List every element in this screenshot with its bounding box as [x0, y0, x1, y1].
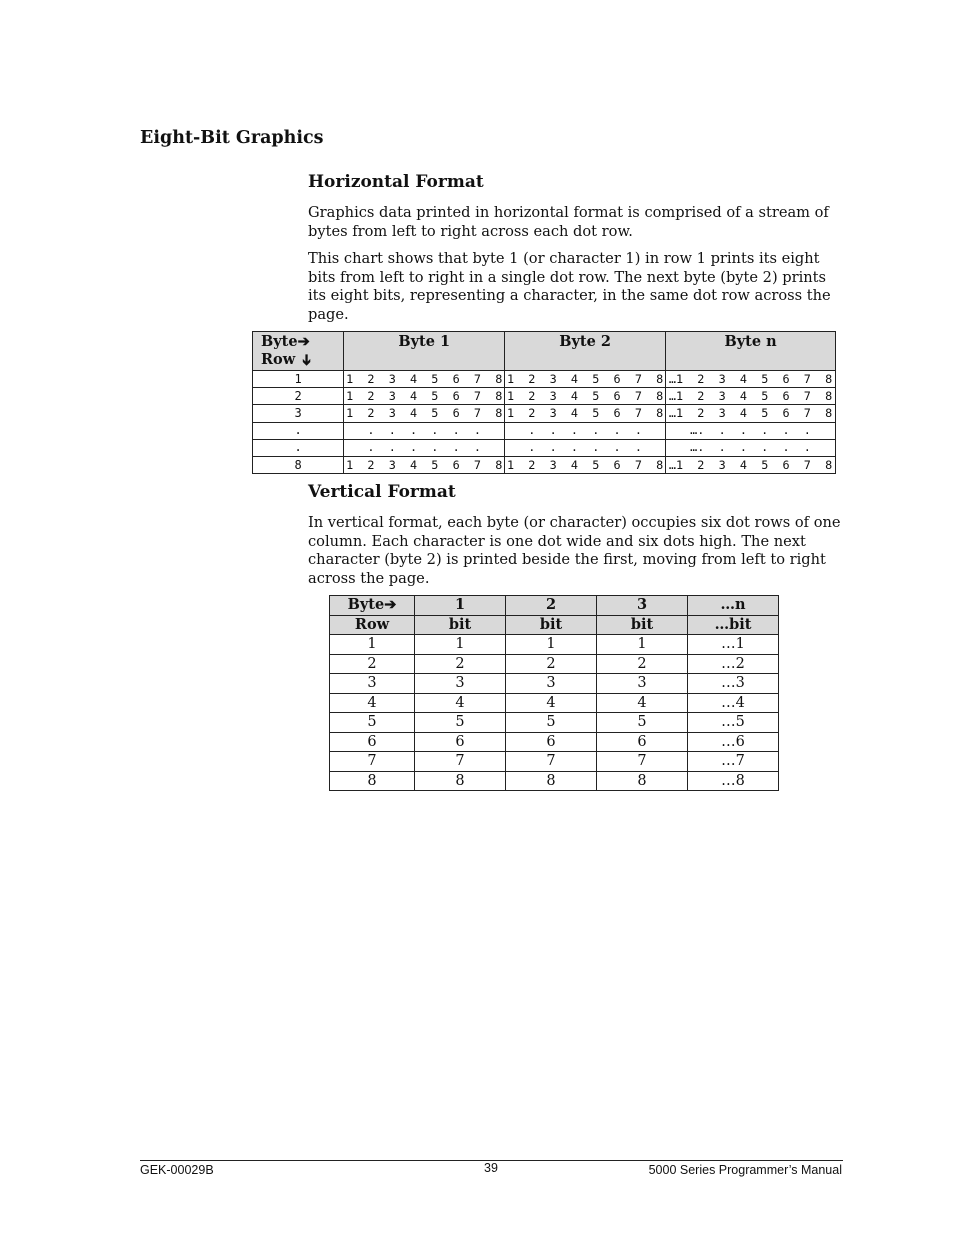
bit-sequence-cell: 1 2 3 4 5 6 7 8 — [505, 456, 666, 473]
table-cell: …6 — [688, 732, 779, 752]
header-cell: Row — [330, 615, 415, 635]
corner-byte-label: Byte➔ — [261, 333, 310, 350]
table-subheader-row — [330, 615, 779, 635]
table-header-row — [330, 596, 779, 616]
table-cell: 7 — [330, 752, 415, 772]
bit-sequence-cell: 1 2 3 4 5 6 7 8 — [505, 371, 666, 388]
table-cell: 3 — [415, 674, 506, 694]
bit-sequence-cell: . . . . . . — [505, 422, 666, 439]
table-cell: 2 — [415, 654, 506, 674]
header-cell: 2 — [506, 596, 597, 616]
table-row — [253, 422, 836, 439]
header-cell: bit — [415, 615, 506, 635]
row-label-cell: 3 — [253, 405, 344, 422]
bit-sequence-cell: 1 2 3 4 5 6 7 8 — [344, 371, 505, 388]
footer-manual-title: 5000 Series Programmer’s Manual — [648, 1163, 842, 1177]
table-row — [330, 693, 779, 713]
header-cell: Byte➔ — [330, 596, 415, 616]
table-cell: 2 — [330, 654, 415, 674]
arrow-down-icon: ➔ — [298, 353, 316, 367]
corner-cell — [253, 332, 344, 371]
table-cell: 6 — [415, 732, 506, 752]
bit-sequence-cell: 1 2 3 4 5 6 7 8 — [344, 388, 505, 405]
header-byte-1: Byte 1 — [344, 332, 505, 371]
bit-sequence-cell: …1 2 3 4 5 6 7 8 — [666, 405, 836, 422]
table-cell: 6 — [597, 732, 688, 752]
row-label-cell: 1 — [253, 371, 344, 388]
table-cell: 1 — [597, 635, 688, 655]
table-cell: …5 — [688, 713, 779, 733]
table-cell: …7 — [688, 752, 779, 772]
vertical-para: In vertical format, each byte (or character) occupies six dot rows of one column. Each character is one dot wide and six dots high. The next character (byte 2) is printed beside the first, moving from left to right across the page. — [308, 514, 841, 587]
bit-sequence-cell: 1 2 3 4 5 6 7 8 — [505, 405, 666, 422]
table-cell: 5 — [506, 713, 597, 733]
table-cell: 1 — [506, 635, 597, 655]
bit-sequence-cell: …1 2 3 4 5 6 7 8 — [666, 456, 836, 473]
section-title: Eight-Bit Graphics — [140, 128, 324, 148]
table-cell: 8 — [415, 771, 506, 791]
bit-sequence-cell: . . . . . . — [505, 439, 666, 456]
table-cell: 5 — [415, 713, 506, 733]
table-row — [253, 439, 836, 456]
header-byte-n: Byte n — [666, 332, 836, 371]
bit-sequence-cell: 1 2 3 4 5 6 7 8 — [505, 388, 666, 405]
table-cell: 3 — [506, 674, 597, 694]
horizontal-format-table — [252, 331, 836, 474]
vertical-format-heading: Vertical Format — [308, 482, 456, 502]
table-row — [330, 752, 779, 772]
bit-sequence-cell: …. . . . . . — [666, 422, 836, 439]
footer-doc-id: GEK-00029B — [140, 1163, 214, 1177]
table-cell: 4 — [597, 693, 688, 713]
horizontal-format-heading: Horizontal Format — [308, 172, 484, 192]
table-cell: 3 — [330, 674, 415, 694]
table-cell: 5 — [597, 713, 688, 733]
header-byte-2: Byte 2 — [505, 332, 666, 371]
table-cell: 4 — [415, 693, 506, 713]
header-cell: bit — [506, 615, 597, 635]
table-row — [253, 405, 836, 422]
table-row — [330, 674, 779, 694]
table-cell: …3 — [688, 674, 779, 694]
table-row — [330, 732, 779, 752]
header-cell: …n — [688, 596, 779, 616]
table-row — [253, 388, 836, 405]
bit-sequence-cell: …. . . . . . — [666, 439, 836, 456]
table-cell: 5 — [330, 713, 415, 733]
horizontal-para-2: This chart shows that byte 1 (or character 1) in row 1 prints its eight bits from left to right in a single dot row. The next byte (byte 2) prints its eight bits, representing a character, in the same dot row across the page. — [308, 250, 831, 323]
bit-sequence-cell: . . . . . . — [344, 439, 505, 456]
table-cell: 7 — [506, 752, 597, 772]
table-cell: 3 — [597, 674, 688, 694]
header-cell: 3 — [597, 596, 688, 616]
table-cell: …2 — [688, 654, 779, 674]
table-cell: 2 — [597, 654, 688, 674]
row-label-cell: . — [253, 422, 344, 439]
table-cell: 1 — [415, 635, 506, 655]
row-label-cell: 2 — [253, 388, 344, 405]
table-cell: 6 — [330, 732, 415, 752]
table-cell: 8 — [597, 771, 688, 791]
footer-page-number: 39 — [484, 1161, 498, 1175]
table-cell: 7 — [597, 752, 688, 772]
table-row — [330, 654, 779, 674]
table-row — [330, 635, 779, 655]
header-cell: …bit — [688, 615, 779, 635]
bit-sequence-cell: 1 2 3 4 5 6 7 8 — [344, 405, 505, 422]
table-row — [253, 456, 836, 473]
table-cell: …1 — [688, 635, 779, 655]
row-label-cell: 8 — [253, 456, 344, 473]
bit-sequence-cell: 1 2 3 4 5 6 7 8 — [344, 456, 505, 473]
table-cell: …4 — [688, 693, 779, 713]
table-cell: 7 — [415, 752, 506, 772]
row-label-cell: . — [253, 439, 344, 456]
table-header-row — [253, 332, 836, 371]
table-row — [330, 713, 779, 733]
table-cell: 8 — [330, 771, 415, 791]
table-cell: 4 — [330, 693, 415, 713]
table-cell: 1 — [330, 635, 415, 655]
header-cell: 1 — [415, 596, 506, 616]
bit-sequence-cell: …1 2 3 4 5 6 7 8 — [666, 388, 836, 405]
table-row — [253, 371, 836, 388]
table-cell: 8 — [506, 771, 597, 791]
header-cell: bit — [597, 615, 688, 635]
table-cell: …8 — [688, 771, 779, 791]
table-cell: 2 — [506, 654, 597, 674]
table-cell: 4 — [506, 693, 597, 713]
horizontal-para-1: Graphics data printed in horizontal format is comprised of a stream of bytes from left to right across each dot row. — [308, 204, 829, 240]
bit-sequence-cell: . . . . . . — [344, 422, 505, 439]
table-cell: 6 — [506, 732, 597, 752]
vertical-format-table — [329, 595, 779, 791]
corner-row-label: Row ➔ — [261, 351, 316, 368]
table-row — [330, 771, 779, 791]
bit-sequence-cell: …1 2 3 4 5 6 7 8 — [666, 371, 836, 388]
